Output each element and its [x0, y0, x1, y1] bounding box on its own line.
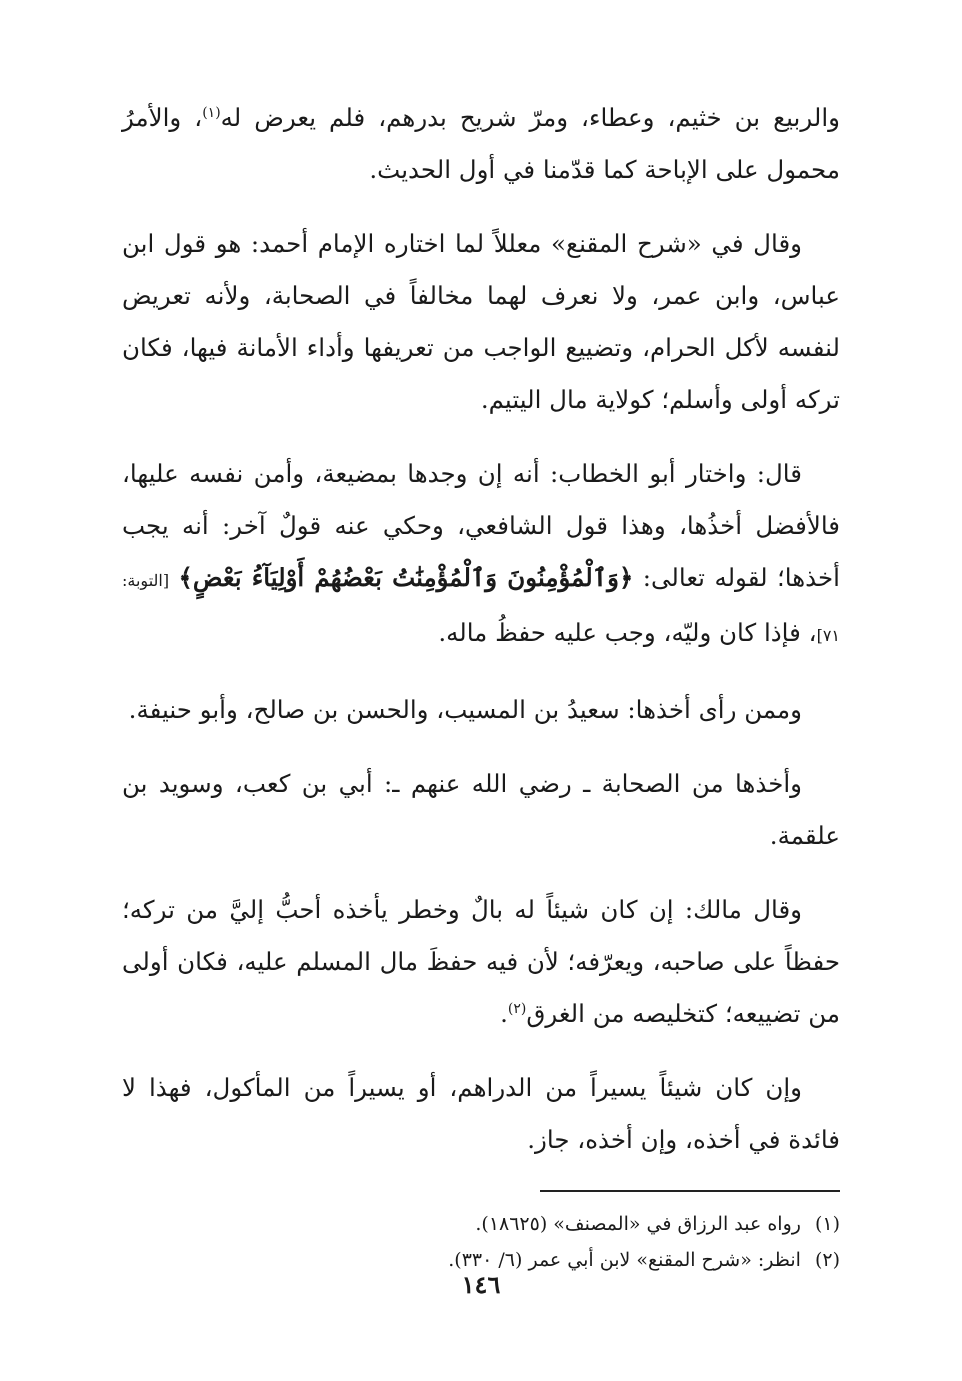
paragraph-7: وإن كان شيئاً يسيراً من الدراهم، أو يسيراً من المأكول، فهذا لا فائدة في أخذه، وإن أخذه، جاز.: [122, 1073, 840, 1154]
paragraph-6: [122, 884, 840, 1040]
quran-open-bracket: ﴿: [618, 563, 634, 592]
paragraph-1-text: والربيع بن خثيم، وعطاء، ومرّ شريح بدرهم، فلم يعرض له: [220, 103, 840, 132]
paragraph-5: وأخذها من الصحابة ـ رضي الله عنهم ـ: أبي بن كعب، وسويد بن علقمة.: [122, 769, 840, 850]
verse-reference: [التوبة: ٧١]: [122, 571, 840, 645]
footnote-divider: [540, 1190, 840, 1192]
paragraph-3: [122, 448, 840, 662]
paragraph-2: وقال في «شرح المقنع» معللاً لما اختاره الإمام أحمد: هو قول ابن عباس، وابن عمر، ولا نعرف لهما مخالفاً في الصحابة، ولأنه تعريض لنفسه لأكل الحرام، وتضييع الواجب من تعريفها وأداء الأمانة فيها، فكان تركه أولى وأسلم؛ كولاية مال اليتيم.: [122, 229, 840, 414]
page-number: ١٤٦: [461, 1270, 501, 1299]
footnote-marker-2[interactable]: (٢): [507, 1000, 527, 1017]
paragraph-1: [122, 92, 840, 196]
page-body: [122, 92, 840, 1278]
paragraph-6-text: وقال مالك: إن كان شيئاً له بالٌ وخطر يأخذه أحبُّ إليَّ من تركه؛ حفظاً على صاحبه، ويعرّفه؛ لأن فيه حفظَ مال المسلم عليه، فكان أولى من تضييعه؛ كتخليصه من الغرق: [122, 895, 840, 1028]
quran-verse: وَٱلْمُؤْمِنُونَ وَٱلْمُؤْمِنَٰتُ بَعْضُهُمْ أَوْلِيَآءُ بَعْضٍ: [192, 563, 619, 592]
paragraph-4: وممن رأى أخذها: سعيدُ بن المسيب، والحسن بن صالح، وأبو حنيفة.: [128, 695, 802, 724]
footnote-2-text: انظر: «شرح المقنع» لابن أبي عمر (٦/ ٣٣٠).: [448, 1249, 801, 1271]
footnote-1-number: (١): [814, 1213, 840, 1235]
paragraph-3-text-end: ، فإذا كان وليّه، وجب عليه حفظُ ماله.: [438, 618, 817, 647]
paragraph-6-text-end: .: [500, 999, 508, 1028]
footnote-marker-1[interactable]: (١): [202, 104, 221, 121]
paragraph-1-text-end: ، والأمرُ محمول على الإباحة كما قدّمنا في أول الحديث.: [122, 103, 840, 184]
footnote-1: [122, 1206, 840, 1242]
footnote-1-text: رواه عبد الرزاق في «المصنف» (١٨٦٢٥).: [475, 1213, 801, 1235]
quran-close-bracket: ﴾: [178, 563, 193, 592]
paragraph-3-text: قال: واختار أبو الخطاب: أنه إن وجدها بمضيعة، وأمن نفسه عليها، فالأفضل أخذُها، وهذا قول الشافعي، وحكي عنه قولٌ آخر: أنه يجب أخذها؛ لقوله تعالى:: [122, 459, 840, 592]
footnote-2-number: (٢): [814, 1249, 840, 1271]
